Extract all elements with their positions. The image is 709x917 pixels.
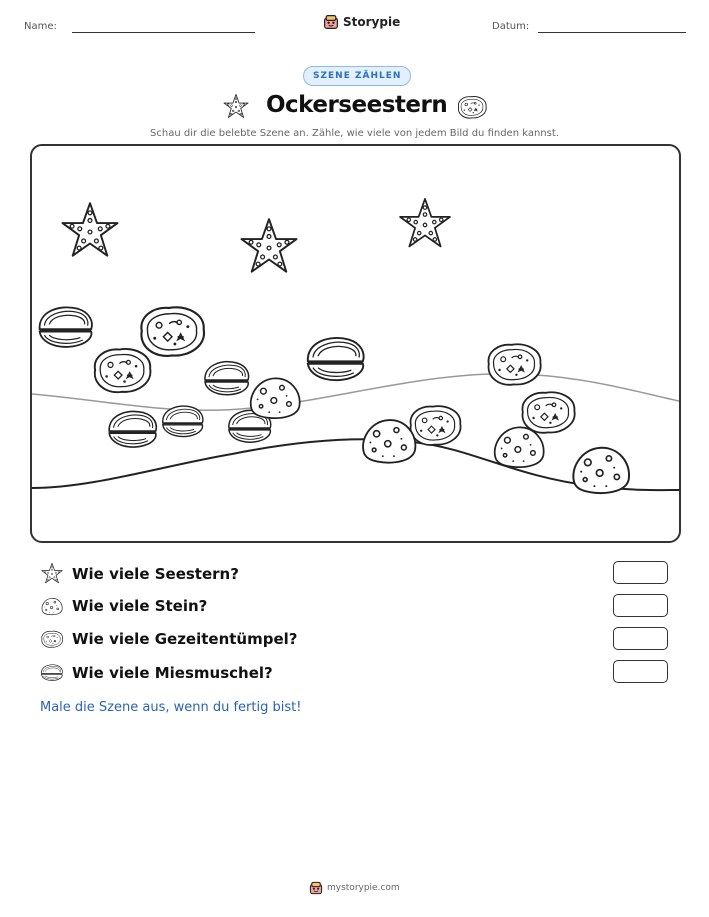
tide-pool — [522, 392, 574, 432]
tide-pool — [95, 349, 151, 392]
mussel — [40, 307, 92, 347]
tide-pool — [141, 307, 204, 356]
starfish — [400, 199, 450, 247]
coloring-note: Male die Szene aus, wenn du fertig bist! — [40, 700, 302, 715]
date-label: Datum: — [492, 21, 530, 32]
mussel — [308, 338, 364, 380]
footer-url[interactable]: mystorypie.com — [327, 883, 400, 893]
question-text: Wie viele Miesmuschel? — [72, 664, 273, 682]
answer-box[interactable] — [613, 660, 668, 683]
rock — [495, 427, 544, 467]
question-text: Wie viele Seestern? — [72, 565, 239, 583]
date-line[interactable] — [538, 32, 686, 33]
question-row — [40, 628, 298, 650]
starfish-icon — [40, 562, 64, 586]
question-row — [40, 662, 273, 684]
answer-box[interactable] — [613, 594, 668, 617]
mussel — [163, 406, 203, 436]
question-text: Wie viele Gezeitentümpel? — [72, 630, 298, 648]
instructions: Schau dir die belebte Szene an. Zähle, wie viele von jedem Bild du finden kannst. — [150, 128, 559, 139]
section-badge: SZENE ZÄHLEN — [303, 66, 411, 86]
tide-pool-icon — [40, 628, 64, 650]
brand-logo — [323, 14, 400, 30]
mussel — [109, 411, 156, 447]
tide-pool-title-icon — [456, 94, 488, 120]
name-label: Name: — [24, 21, 57, 32]
answer-box[interactable] — [613, 561, 668, 584]
starfish — [62, 203, 117, 255]
storypie-logo-icon — [323, 14, 339, 30]
tide-pool — [411, 406, 461, 445]
brand-name: Storypie — [343, 15, 401, 29]
storypie-footer-icon — [309, 881, 323, 895]
mussel-icon — [40, 662, 64, 684]
starfish-title-icon — [222, 93, 250, 121]
question-row — [40, 595, 207, 617]
answer-box[interactable] — [613, 627, 668, 650]
tide-pool — [488, 344, 540, 384]
name-line[interactable] — [72, 32, 255, 33]
mussel — [205, 362, 249, 395]
question-text: Wie viele Stein? — [72, 597, 208, 615]
rock — [573, 448, 629, 493]
rock — [363, 420, 415, 463]
rock — [251, 378, 300, 418]
footer — [309, 881, 400, 895]
rock-icon — [40, 595, 64, 617]
page-title: Ockerseestern — [266, 92, 448, 118]
question-row — [40, 562, 239, 586]
starfish — [241, 219, 296, 271]
counting-scene — [30, 144, 681, 543]
